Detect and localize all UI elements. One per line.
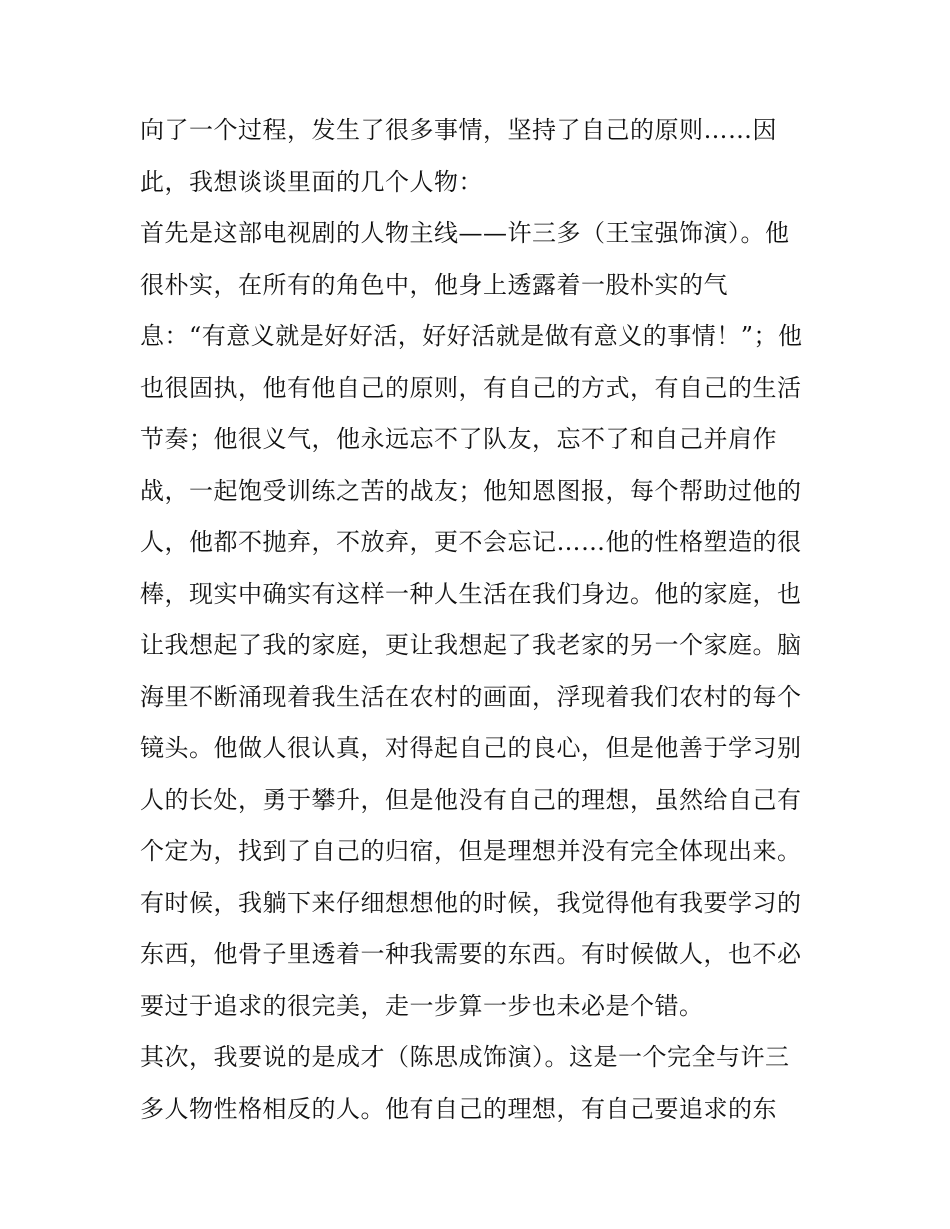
text-line-7: 节奏；他很义气，他永远忘不了队友，忘不了和自己并肩作 xyxy=(140,425,777,453)
text-line-2: 此，我想谈谈里面的几个人物： xyxy=(140,167,483,196)
text-line-4: 很朴实，在所有的角色中，他身上透露着一股朴实的气 xyxy=(140,270,728,299)
text-line-14: 人的长处，勇于攀升，但是他没有自己的理想，虽然给自己有 xyxy=(140,785,802,814)
text-line-13: 镜头。他做人很认真，对得起自己的良心，但是他善于学习别 xyxy=(140,734,802,762)
text-line-18: 要过于追求的很完美，走一步算一步也未必是个错。 xyxy=(140,991,704,1020)
text-line-12: 海里不断涌现着我生活在农村的画面，浮现着我们农村的每个 xyxy=(140,682,802,711)
text-line-11: 让我想起了我的家庭，更让我想起了我老家的另一个家庭。脑 xyxy=(140,631,802,659)
text-line-10: 棒，现实中确实有这样一种人生活在我们身边。他的家庭，也 xyxy=(140,579,802,608)
text-line-6: 也很固执，他有他自己的原则，有自己的方式，有自己的生活 xyxy=(140,373,802,402)
text-line-9: 人，他都不抛弃，不放弃，更不会忘记……他的性格塑造的很 xyxy=(140,528,802,556)
text-line-16: 有时候，我躺下来仔细想想他的时候，我觉得他有我要学习的 xyxy=(140,888,802,917)
text-line-17: 东西，他骨子里透着一种我需要的东西。有时候做人，也不必 xyxy=(140,940,802,968)
text-line-1: 向了一个过程，发生了很多事情，坚持了自己的原则……因 xyxy=(140,116,777,144)
text-line-19: 其次，我要说的是成才（陈思成饰演）。这是一个完全与许三 xyxy=(140,1043,790,1071)
text-line-3: 首先是这部电视剧的人物主线——许三多（王宝强饰演）。他 xyxy=(140,219,790,247)
text-line-15: 个定为，找到了自己的归宿，但是理想并没有完全体现出来。 xyxy=(140,837,802,865)
text-line-5: 息：“有意义就是好好活，好好活就是做有意义的事情！”；他 xyxy=(140,322,803,350)
document-body xyxy=(140,105,820,1135)
text-line-20: 多人物性格相反的人。他有自己的理想，有自己要追求的东 xyxy=(140,1094,777,1123)
text-line-8: 战，一起饱受训练之苦的战友；他知恩图报，每个帮助过他的 xyxy=(140,476,802,505)
